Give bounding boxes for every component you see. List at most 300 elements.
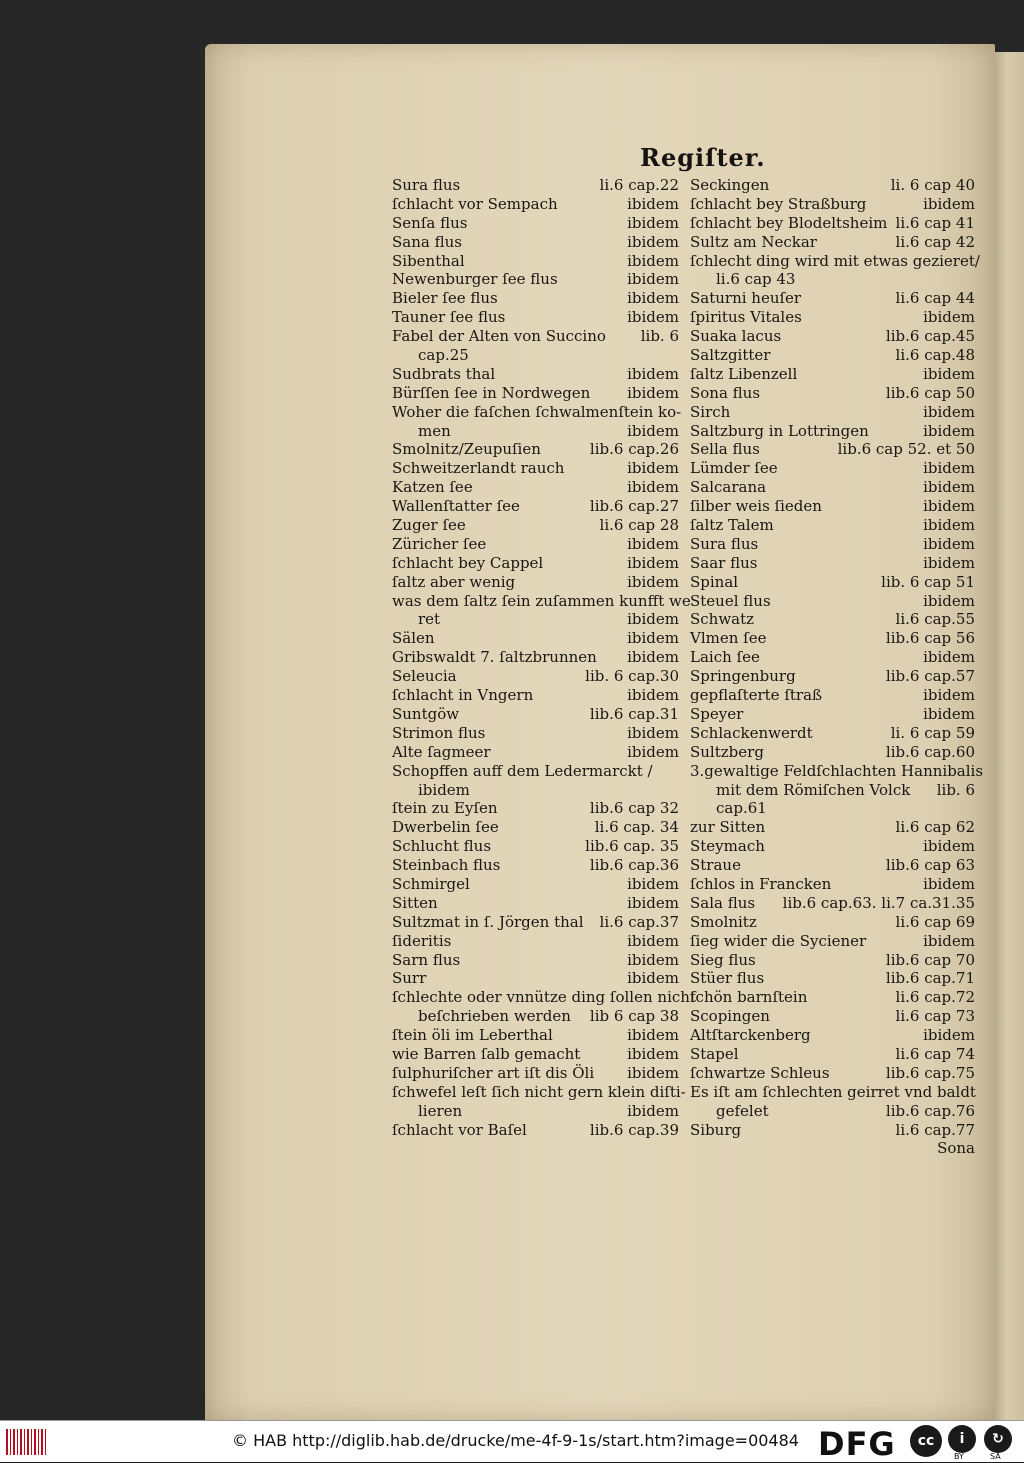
entry-reference: lib.6 cap.31	[589, 704, 679, 723]
register-entry	[690, 969, 975, 988]
register-entry	[392, 781, 679, 800]
entry-reference: ibidem	[627, 572, 679, 591]
register-entry	[392, 516, 679, 535]
entry-term: Lümder ſee	[690, 459, 778, 478]
entry-reference: ibidem	[923, 308, 975, 327]
entry-reference: ibidem	[923, 874, 975, 893]
entry-term: Vlmen ſee	[690, 629, 767, 648]
register-entry	[392, 459, 679, 478]
entry-term: Steinbach flus	[392, 856, 501, 875]
entry-term: ſtein öli im Leberthal	[392, 1026, 553, 1045]
entry-term: Sitten	[392, 893, 438, 912]
entry-term: li.6 cap 43	[716, 270, 796, 289]
entry-reference: li.6 cap 73	[895, 1007, 975, 1026]
entry-reference: li.6 cap.72	[895, 988, 975, 1007]
register-entry	[690, 289, 975, 308]
register-entry	[392, 913, 679, 932]
entry-reference: lib.6 cap 70	[885, 950, 975, 969]
register-entry	[392, 1121, 679, 1140]
entry-reference: ibidem	[627, 723, 679, 742]
entry-term: Sana flus	[392, 232, 462, 251]
entry-reference: ibidem	[627, 629, 679, 648]
entry-term: Sudbrats thal	[392, 364, 496, 383]
register-entry	[690, 327, 975, 346]
entry-term: ſchlacht bey Cappel	[392, 553, 544, 572]
entry-term: Sibenthal	[392, 251, 465, 270]
entry-reference: ibidem	[923, 421, 975, 440]
entry-reference: li. 6 cap 59	[890, 723, 975, 742]
entry-term: men	[418, 421, 451, 440]
entry-reference: ibidem	[923, 931, 975, 950]
dfg-logo: DFG	[818, 1425, 896, 1463]
entry-reference: ibidem	[627, 251, 679, 270]
source-credit[interactable]: © HAB http://diglib.hab.de/drucke/me-4f-9-1s/start.htm?image=00484	[232, 1431, 799, 1450]
register-entry	[690, 592, 975, 611]
register-entry	[690, 894, 975, 913]
register-column-right	[690, 176, 984, 1158]
entry-term: Newenburger ſee flus	[392, 270, 558, 289]
entry-term: Bieler ſee flus	[392, 289, 498, 308]
entry-reference: lib.6 cap 52. et 50	[837, 440, 975, 459]
entry-term: Saar flus	[690, 553, 758, 572]
entry-term: gefelet	[716, 1101, 769, 1120]
entry-reference: ibidem	[923, 402, 975, 421]
entry-term: Sella flus	[690, 440, 760, 459]
entry-reference: ibidem	[627, 1063, 679, 1082]
entry-term: ſideritis	[392, 931, 452, 950]
entry-term: Dwerbelin ſee	[392, 818, 499, 837]
entry-reference: lib.6 cap.76	[885, 1101, 975, 1120]
entry-term: Seckingen	[690, 176, 770, 194]
entry-reference: li.6 cap.55	[895, 610, 975, 629]
entry-reference: ibidem	[923, 553, 975, 572]
register-entry	[690, 875, 975, 894]
entry-term: Scopingen	[690, 1007, 770, 1026]
entry-term: Sala flus	[690, 893, 756, 912]
register-entry	[690, 799, 975, 818]
register-entry	[690, 856, 975, 875]
register-entry	[392, 591, 691, 611]
entry-term: ſulphuriſcher art iſt dis Öli	[392, 1063, 595, 1082]
entry-term: ſchlacht in Vngern	[392, 686, 534, 705]
register-entry	[392, 214, 679, 233]
register-entry	[690, 913, 975, 932]
entry-term: Smolnitz/Zeupuſien	[392, 440, 541, 459]
register-entry	[392, 422, 679, 441]
entry-term: Schmirgel	[392, 874, 470, 893]
entry-reference: ibidem	[627, 874, 679, 893]
cc-icon: cc	[910, 1425, 942, 1457]
entry-term: Steuel flus	[690, 591, 771, 610]
register-entry	[392, 554, 679, 573]
entry-term: Sultzmat in ſ. Jörgen thal	[392, 912, 584, 931]
entry-reference: ibidem	[627, 931, 679, 950]
entry-term: ſchwefel leſt ſich nicht gern klein diſti-	[392, 1082, 686, 1101]
entry-reference: ibidem	[627, 383, 679, 402]
entry-term: ſchlacht vor Baſel	[392, 1120, 527, 1139]
entry-reference: ibidem	[923, 591, 975, 610]
entry-reference: lib. 6	[936, 780, 975, 799]
entry-term: Sarn flus	[392, 950, 461, 969]
hab-logo-icon	[6, 1429, 48, 1455]
entry-reference: lib. 6 cap 51	[881, 572, 975, 591]
entry-reference: ibidem	[627, 289, 679, 308]
register-entry	[392, 856, 679, 875]
entry-term: ſaltz Talem	[690, 516, 774, 535]
register-entry	[392, 289, 679, 308]
entry-reference: ibidem	[627, 1044, 679, 1063]
entry-reference: lib.6 cap.26	[589, 440, 679, 459]
page-title: Regiſter.	[640, 143, 766, 172]
entry-reference: lib.6 cap. 35	[585, 837, 679, 856]
entry-reference: lib.6 cap.36	[589, 856, 679, 875]
register-entry	[690, 478, 975, 497]
entry-term: ſieg wider die Syciener	[690, 931, 867, 950]
entry-reference: li.6 cap 42	[895, 232, 975, 251]
register-entry	[690, 686, 975, 705]
entry-reference: li.6 cap.37	[599, 912, 679, 931]
register-entry	[690, 459, 975, 478]
entry-reference: li.6 cap.22	[599, 176, 679, 194]
entry-reference: ibidem	[627, 459, 679, 478]
register-entry	[392, 346, 679, 365]
register-entry	[690, 1083, 975, 1102]
entry-term: Stapel	[690, 1044, 739, 1063]
register-entry	[392, 705, 679, 724]
entry-reference: ibidem	[923, 534, 975, 553]
register-entry	[690, 270, 975, 289]
entry-reference: lib.6 cap.39	[589, 1120, 679, 1139]
entry-reference: ibidem	[627, 610, 679, 629]
register-entry	[392, 629, 679, 648]
attribution-icon: i	[948, 1425, 976, 1453]
register-entry	[392, 308, 679, 327]
entry-term: Schweitzerlandt rauch	[392, 459, 565, 478]
share-alike-icon: ↻	[984, 1425, 1012, 1453]
entry-term: Schopffen auff dem Ledermarckt /	[392, 761, 653, 780]
register-entry	[690, 951, 975, 970]
entry-term: Saltzgitter	[690, 346, 771, 365]
entry-term: Sultz am Neckar	[690, 232, 817, 251]
entry-term: Sultzberg	[690, 742, 764, 761]
register-entry	[690, 667, 975, 686]
entry-term: Saltzburg in Lottringen	[690, 421, 869, 440]
entry-term: zur Sitten	[690, 818, 766, 837]
register-entry	[690, 535, 975, 554]
register-entry	[690, 214, 975, 233]
entry-term: wie Barren ſalb gemacht	[392, 1044, 581, 1063]
footer-bar	[0, 1420, 1024, 1462]
register-entry	[690, 1139, 975, 1158]
register-entry	[392, 327, 679, 346]
entry-term: Sieg flus	[690, 950, 756, 969]
register-entry	[690, 724, 975, 743]
entry-reference: lib.6 cap.27	[589, 497, 679, 516]
entry-reference: ibidem	[627, 478, 679, 497]
register-entry	[690, 761, 984, 781]
entry-reference: lib. 6 cap.30	[585, 667, 679, 686]
entry-reference: ibidem	[923, 516, 975, 535]
register-entry	[690, 1064, 975, 1083]
entry-term: Bürſſen ſee in Nordwegen	[392, 383, 591, 402]
entry-reference: li.6 cap 41	[895, 213, 975, 232]
register-entry	[690, 1102, 975, 1121]
entry-reference: lib.6 cap.45	[885, 327, 975, 346]
entry-term: ſchlecht ding wird mit etwas gezieret/	[690, 251, 980, 270]
entry-term: Sirch	[690, 402, 731, 421]
entry-term: ſchön barnſtein	[690, 988, 808, 1007]
register-entry	[392, 365, 679, 384]
entry-term: Straue	[690, 856, 741, 875]
register-entry	[392, 1026, 679, 1045]
entry-term: Steymach	[690, 837, 765, 856]
register-entry	[392, 402, 682, 422]
register-entry	[392, 667, 679, 686]
register-entry	[392, 233, 679, 252]
register-entry	[392, 497, 679, 516]
register-entry	[690, 705, 975, 724]
register-entry	[392, 743, 679, 762]
entry-term: Alte ſagmeer	[392, 742, 491, 761]
register-entry	[690, 818, 975, 837]
entry-term: Es iſt am ſchlechten geirret vnd baldt	[690, 1082, 976, 1101]
entry-term: ſchlacht bey Blodeltsheim	[690, 213, 888, 232]
entry-term: ſpiritus Vitales	[690, 308, 802, 327]
register-entry	[690, 251, 980, 271]
register-entry	[392, 762, 679, 781]
register-entry	[690, 308, 975, 327]
register-entry	[690, 1026, 975, 1045]
entry-term: Siburg	[690, 1120, 742, 1139]
register-entry	[392, 1064, 679, 1083]
register-entry	[392, 724, 679, 743]
entry-reference: lib.6 cap.60	[885, 742, 975, 761]
register-entry	[690, 422, 975, 441]
entry-reference: ibidem	[627, 742, 679, 761]
register-entry	[392, 1045, 679, 1064]
register-entry	[392, 875, 679, 894]
entry-term: Schlackenwerdt	[690, 723, 813, 742]
register-entry	[392, 799, 679, 818]
entry-term: ſilber weis ſieden	[690, 497, 822, 516]
register-entry	[392, 252, 679, 271]
entry-term: ſchlacht vor Sempach	[392, 194, 558, 213]
entry-term: ſaltz aber wenig	[392, 572, 516, 591]
register-entry	[392, 648, 679, 667]
register-entry	[392, 610, 679, 629]
entry-reference: li.6 cap 74	[895, 1044, 975, 1063]
entry-term: Saturni heuſer	[690, 289, 802, 308]
entry-reference: ibidem	[627, 232, 679, 251]
entry-reference: li.6 cap.48	[895, 346, 975, 365]
register-entry	[392, 969, 679, 988]
entry-reference: Sona	[937, 1139, 975, 1158]
register-entry	[690, 743, 975, 762]
entry-reference: ibidem	[627, 1101, 679, 1120]
entry-reference: ibidem	[923, 1026, 975, 1045]
entry-term: cap.61	[716, 799, 767, 818]
entry-reference: ibidem	[627, 553, 679, 572]
register-entry	[392, 478, 679, 497]
entry-term: Senſa flus	[392, 213, 468, 232]
entry-term: Altſtarckenberg	[690, 1026, 811, 1045]
entry-reference: li.6 cap. 34	[594, 818, 679, 837]
entry-reference: ibidem	[627, 364, 679, 383]
book-page-edge	[995, 52, 1024, 1420]
register-entry	[690, 573, 975, 592]
register-entry	[690, 554, 975, 573]
entry-term: cap.25	[418, 346, 469, 365]
register-entry	[392, 988, 696, 1007]
entry-reference: ibidem	[627, 308, 679, 327]
register-entry	[690, 932, 975, 951]
entry-term: Wallenſtatter ſee	[392, 497, 520, 516]
register-entry	[392, 573, 679, 592]
entry-term: Laich ſee	[690, 648, 760, 667]
entry-term: ſchlechte oder vnnütze ding ſollen nicht	[392, 988, 696, 1007]
entry-term: Sälen	[392, 629, 435, 648]
register-entry	[690, 781, 975, 800]
entry-term: ſchlacht bey Straßburg	[690, 194, 867, 213]
entry-reference: lib.6 cap 56	[885, 629, 975, 648]
entry-term: Speyer	[690, 704, 744, 723]
sa-label: SA	[990, 1452, 1001, 1461]
entry-reference: lib.6 cap.63. li.7 ca.31.35	[782, 893, 975, 912]
entry-term: Sura flus	[690, 534, 759, 553]
entry-term: Sona flus	[690, 383, 761, 402]
entry-term: Züricher ſee	[392, 534, 487, 553]
entry-term: Seleucia	[392, 667, 457, 686]
register-entry	[392, 932, 679, 951]
entry-reference: lib.6 cap 32	[589, 799, 679, 818]
register-entry	[690, 346, 975, 365]
entry-reference: ibidem	[923, 686, 975, 705]
register-entry	[690, 988, 975, 1007]
entry-term: ſtein zu Eyſen	[392, 799, 498, 818]
entry-reference: lib.6 cap.75	[885, 1063, 975, 1082]
entry-reference: ibidem	[923, 459, 975, 478]
register-column-left	[392, 176, 696, 1139]
entry-term: Woher die faſchen ſchwalmenſtein ko-	[392, 402, 682, 421]
entry-reference: ibidem	[923, 497, 975, 516]
register-entry	[690, 403, 975, 422]
entry-reference: ibidem	[627, 648, 679, 667]
entry-reference: lib 6 cap 38	[589, 1007, 679, 1026]
entry-term: Suaka lacus	[690, 327, 782, 346]
entry-reference: ibidem	[627, 194, 679, 213]
entry-term: Tauner ſee flus	[392, 308, 506, 327]
entry-reference: lib.6 cap.71	[885, 969, 975, 988]
register-entry	[392, 176, 679, 195]
entry-term: Schwatz	[690, 610, 755, 629]
entry-reference: ibidem	[627, 686, 679, 705]
entry-term: Stüer flus	[690, 969, 765, 988]
entry-reference: li.6 cap.77	[895, 1120, 975, 1139]
register-entry	[690, 610, 975, 629]
register-entry	[392, 1007, 679, 1026]
register-entry	[392, 951, 679, 970]
entry-term: Surr	[392, 969, 427, 988]
entry-term: ſaltz Libenzell	[690, 364, 798, 383]
entry-reference: li.6 cap 28	[599, 516, 679, 535]
entry-reference: ibidem	[627, 421, 679, 440]
entry-reference: ibidem	[923, 194, 975, 213]
register-entry	[690, 176, 975, 195]
register-entry	[690, 629, 975, 648]
entry-term: 3.gewaltige Feldſchlachten Hannibalis	[690, 761, 984, 780]
register-entry	[392, 894, 679, 913]
entry-reference: lib. 6	[640, 327, 679, 346]
entry-term: Zuger ſee	[392, 516, 466, 535]
register-entry	[690, 837, 975, 856]
register-entry	[690, 440, 975, 459]
register-entry	[690, 233, 975, 252]
entry-reference: li.6 cap 69	[895, 912, 975, 931]
entry-term: Fabel der Alten von Succino	[392, 327, 606, 346]
license-badge[interactable]	[910, 1425, 1020, 1461]
register-entry	[392, 686, 679, 705]
entry-reference: ibidem	[627, 1026, 679, 1045]
register-entry	[690, 1007, 975, 1026]
entry-reference: ibidem	[627, 950, 679, 969]
register-entry	[392, 384, 679, 403]
register-entry	[392, 837, 679, 856]
entry-reference: ibidem	[627, 534, 679, 553]
register-entry	[690, 384, 975, 403]
entry-reference: ibidem	[923, 704, 975, 723]
entry-term: Gribswaldt 7. ſaltzbrunnen	[392, 648, 597, 667]
register-entry	[690, 1045, 975, 1064]
entry-reference: lib.6 cap.57	[885, 667, 975, 686]
register-entry	[690, 648, 975, 667]
entry-term: beſchrieben werden	[418, 1007, 571, 1026]
register-entry	[690, 1121, 975, 1140]
entry-reference: ibidem	[627, 893, 679, 912]
entry-term: Spinal	[690, 572, 739, 591]
entry-term: was dem ſaltz ſein zuſammen kunfft we	[392, 591, 691, 610]
register-entry	[392, 1102, 679, 1121]
entry-reference: ibidem	[923, 648, 975, 667]
register-entry	[690, 365, 975, 384]
entry-term: Sura flus	[392, 176, 461, 194]
entry-term: Salcarana	[690, 478, 767, 497]
entry-reference: ibidem	[923, 364, 975, 383]
register-entry	[392, 535, 679, 554]
entry-reference: ibidem	[923, 837, 975, 856]
entry-term: ret	[418, 610, 441, 629]
by-label: BY	[954, 1452, 964, 1461]
register-entry	[392, 818, 679, 837]
entry-term: mit dem Römiſchen Volck	[716, 780, 911, 799]
entry-term: gepflaſterte ſtraß	[690, 686, 823, 705]
entry-reference: lib.6 cap 50	[885, 383, 975, 402]
entry-term: Smolnitz	[690, 912, 757, 931]
entry-reference: li.6 cap 62	[895, 818, 975, 837]
entry-term: ſchlos in Francken	[690, 874, 832, 893]
register-entry	[392, 195, 679, 214]
entry-term: Katzen ſee	[392, 478, 473, 497]
entry-term: Suntgöw	[392, 704, 460, 723]
entry-reference: ibidem	[627, 969, 679, 988]
register-entry	[690, 516, 975, 535]
entry-reference: li. 6 cap 40	[890, 176, 975, 194]
register-entry	[690, 195, 975, 214]
entry-term: Springenburg	[690, 667, 796, 686]
entry-term: Schlucht flus	[392, 837, 492, 856]
register-entry	[392, 440, 679, 459]
register-entry	[392, 270, 679, 289]
entry-term: ſchwartze Schleus	[690, 1063, 830, 1082]
